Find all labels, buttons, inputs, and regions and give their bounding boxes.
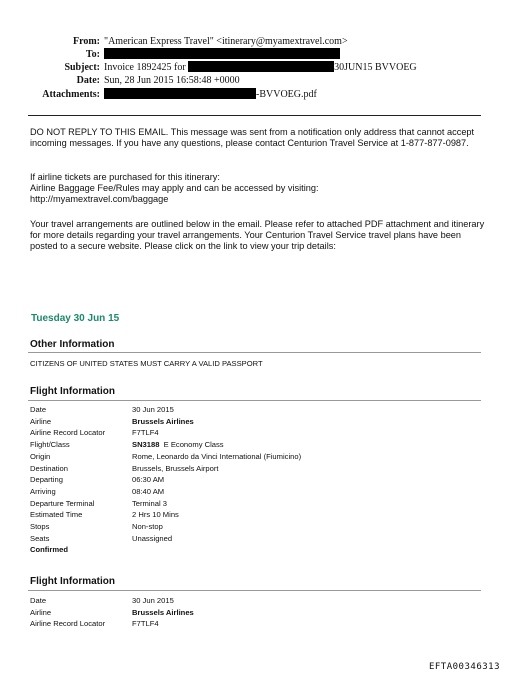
arrangements-text: Your travel arrangements are outlined below in the email. Please refer to attached PDF attachment and itinerary for more details regarding your travel arrangements. Your Centurion Travel Service travel plans have been posted to a secure website. Please click on the link to view your trip details: <box>30 219 485 251</box>
header-divider <box>28 115 481 116</box>
flight-info-title-2: Flight Information <box>30 576 115 587</box>
attachments-label: Attachments: <box>42 89 100 100</box>
row-value: F7TLF4 <box>132 428 159 438</box>
subject-prefix: Invoice 1892425 for <box>104 62 186 73</box>
table-row <box>30 404 301 416</box>
itinerary-date-heading: Tuesday 30 Jun 15 <box>31 313 120 324</box>
redaction-bar <box>188 61 334 72</box>
table-row <box>30 463 301 475</box>
row-value: 06:30 AM <box>132 475 165 485</box>
baggage-info <box>30 172 485 205</box>
attachments-value[interactable] <box>104 88 317 101</box>
row-label: Airline Record Locator <box>30 428 106 438</box>
row-label: Seats <box>30 533 50 543</box>
table-row <box>30 509 301 521</box>
attachment-filename[interactable]: -BVVOEG.pdf <box>256 89 317 100</box>
from-label: From: <box>72 36 100 47</box>
document-id: EFTA00346313 <box>428 662 500 672</box>
passport-notice: CITIZENS OF UNITED STATES MUST CARRY A VALID PASSPORT <box>30 359 263 368</box>
flight-class: E Economy Class <box>159 440 224 450</box>
row-label: Date <box>30 596 47 605</box>
flight-info-table-2 <box>30 595 194 630</box>
table-row <box>30 427 301 439</box>
section-divider <box>28 400 481 401</box>
flight-number: SN3188 <box>132 440 160 450</box>
table-row <box>30 474 301 486</box>
table-row <box>30 595 194 607</box>
row-value <box>132 439 301 451</box>
row-label: Departing <box>30 475 63 485</box>
subject-suffix: 30JUN15 BVVOEG <box>334 62 417 73</box>
row-label: Airline <box>30 607 52 617</box>
subject-value <box>104 61 417 74</box>
status-confirmed: Confirmed <box>30 545 68 555</box>
section-divider <box>28 590 481 591</box>
no-reply-notice: DO NOT REPLY TO THIS EMAIL. This message was sent from a notification only address that cannot accept incoming messages. If you have any questions, please contact Centurion Travel Service at 1-877-877-0987. <box>30 127 475 148</box>
table-row <box>30 533 301 545</box>
redaction-bar <box>104 48 340 59</box>
date-value: Sun, 28 Jun 2015 16:58:48 +0000 <box>104 75 240 86</box>
row-value: 30 Jun 2015 <box>132 405 174 414</box>
row-value: Brussels Airlines <box>132 416 194 426</box>
table-row <box>30 439 301 451</box>
table-row <box>30 416 301 428</box>
redaction-bar <box>104 88 256 99</box>
row-label: Stops <box>30 522 50 532</box>
row-value: Terminal 3 <box>132 498 168 508</box>
table-row <box>30 544 301 556</box>
row-value: Brussels Airlines <box>132 607 194 617</box>
row-label: Airline Record Locator <box>30 619 106 629</box>
row-label: Airline <box>30 416 52 426</box>
date-label: Date: <box>76 75 100 86</box>
table-row <box>30 486 301 498</box>
row-value: Non-stop <box>132 522 163 532</box>
other-info-title: Other Information <box>30 339 115 350</box>
baggage-line-1: If airline tickets are purchased for this itinerary: <box>30 172 220 182</box>
to-value <box>104 48 340 61</box>
row-value: Unassigned <box>132 533 173 543</box>
table-row <box>30 451 301 463</box>
baggage-line-2: Airline Baggage Fee/Rules may apply and can be accessed by visiting: <box>30 183 319 193</box>
flight-info-title: Flight Information <box>30 386 115 397</box>
row-value: F7TLF4 <box>132 619 159 629</box>
table-row <box>30 607 194 619</box>
baggage-link[interactable]: http://myamextravel.com/baggage <box>30 194 169 204</box>
from-value: "American Express Travel" <itinerary@myamextravel.com> <box>104 36 348 47</box>
row-label: Estimated Time <box>30 510 83 520</box>
row-value: 08:40 AM <box>132 486 165 496</box>
flight-info-table <box>30 404 301 556</box>
row-value: 2 Hrs 10 Mins <box>132 510 179 520</box>
row-value: 30 Jun 2015 <box>132 596 174 605</box>
row-value: Rome, Leonardo da Vinci International (Fiumicino) <box>132 451 302 461</box>
subject-label: Subject: <box>64 62 100 73</box>
table-row <box>30 521 301 533</box>
row-label: Departure Terminal <box>30 498 95 508</box>
row-label: Destination <box>30 463 68 473</box>
row-label: Arriving <box>30 486 56 496</box>
row-label: Flight/Class <box>30 440 70 450</box>
row-label: Origin <box>30 451 51 461</box>
table-row <box>30 498 301 510</box>
row-value: Brussels, Brussels Airport <box>132 463 219 473</box>
to-label: To: <box>85 49 100 60</box>
table-row <box>30 618 194 630</box>
row-label: Date <box>30 405 47 414</box>
section-divider <box>28 352 481 353</box>
